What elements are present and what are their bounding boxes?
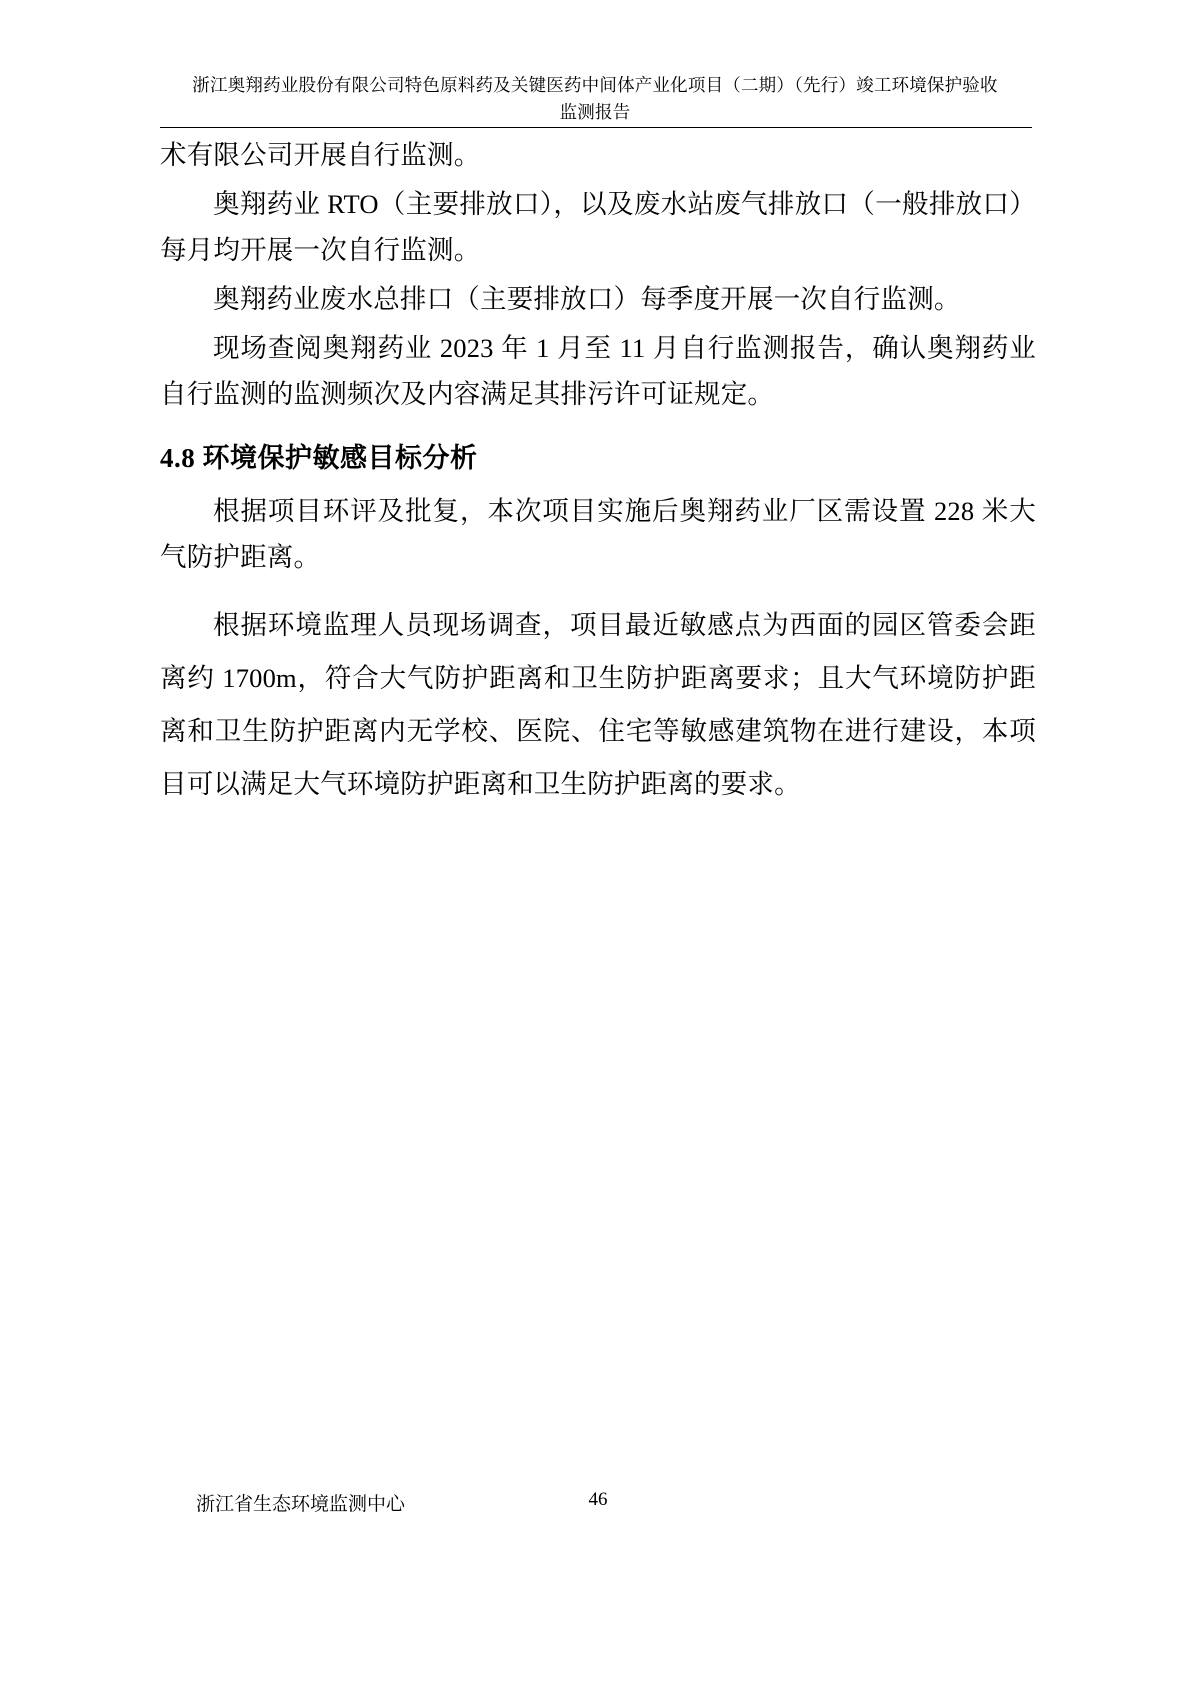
footer-organization: 浙江省生态环境监测中心 (196, 1494, 406, 1515)
page-header (160, 72, 1030, 126)
page-body (160, 132, 1036, 813)
paragraph-spacer (160, 583, 1036, 599)
paragraph-rto-monitoring: 奥翔药业 RTO（主要排放口），以及废水站废气排放口（一般排放口）每月均开展一次自行监测。 (160, 188, 1036, 266)
header-line-1: 浙江奥翔药业股份有限公司特色原料药及关键医药中间体产业化项目（二期）（先行）竣工环境保护验收 (192, 75, 998, 95)
page-footer (160, 1489, 1036, 1515)
header-divider (160, 127, 1032, 128)
footer-page-number: 46 (588, 1489, 608, 1510)
paragraph-report-review: 现场查阅奥翔药业 2023 年 1 月至 11 月自行监测报告，确认奥翔药业自行监测的监测频次及内容满足其排污许可证规定。 (160, 332, 1036, 410)
header-line-2: 监测报告 (559, 102, 631, 123)
paragraph-eia-distance: 根据项目环评及批复，本次项目实施后奥翔药业厂区需设置 228 米大气防护距离。 (160, 495, 1036, 573)
paragraph-wastewater-monitoring: 奥翔药业废水总排口（主要排放口）每季度开展一次自行监测。 (213, 283, 961, 314)
paragraph-continued: 术有限公司开展自行监测。 (160, 140, 481, 170)
section-heading-4-8: 4.8 环境保护敏感目标分析 (160, 442, 478, 473)
paragraph-site-survey: 根据环境监理人员现场调查，项目最近敏感点为西面的园区管委会距离约 1700m，符合大气防护距离和卫生防护距离要求；且大气环境防护距离和卫生防护距离内无学校、医院、住宅等敏感建筑物在进行建设，本项目可以满足大气环境防护距离和卫生防护距离的要求。 (160, 609, 1036, 799)
